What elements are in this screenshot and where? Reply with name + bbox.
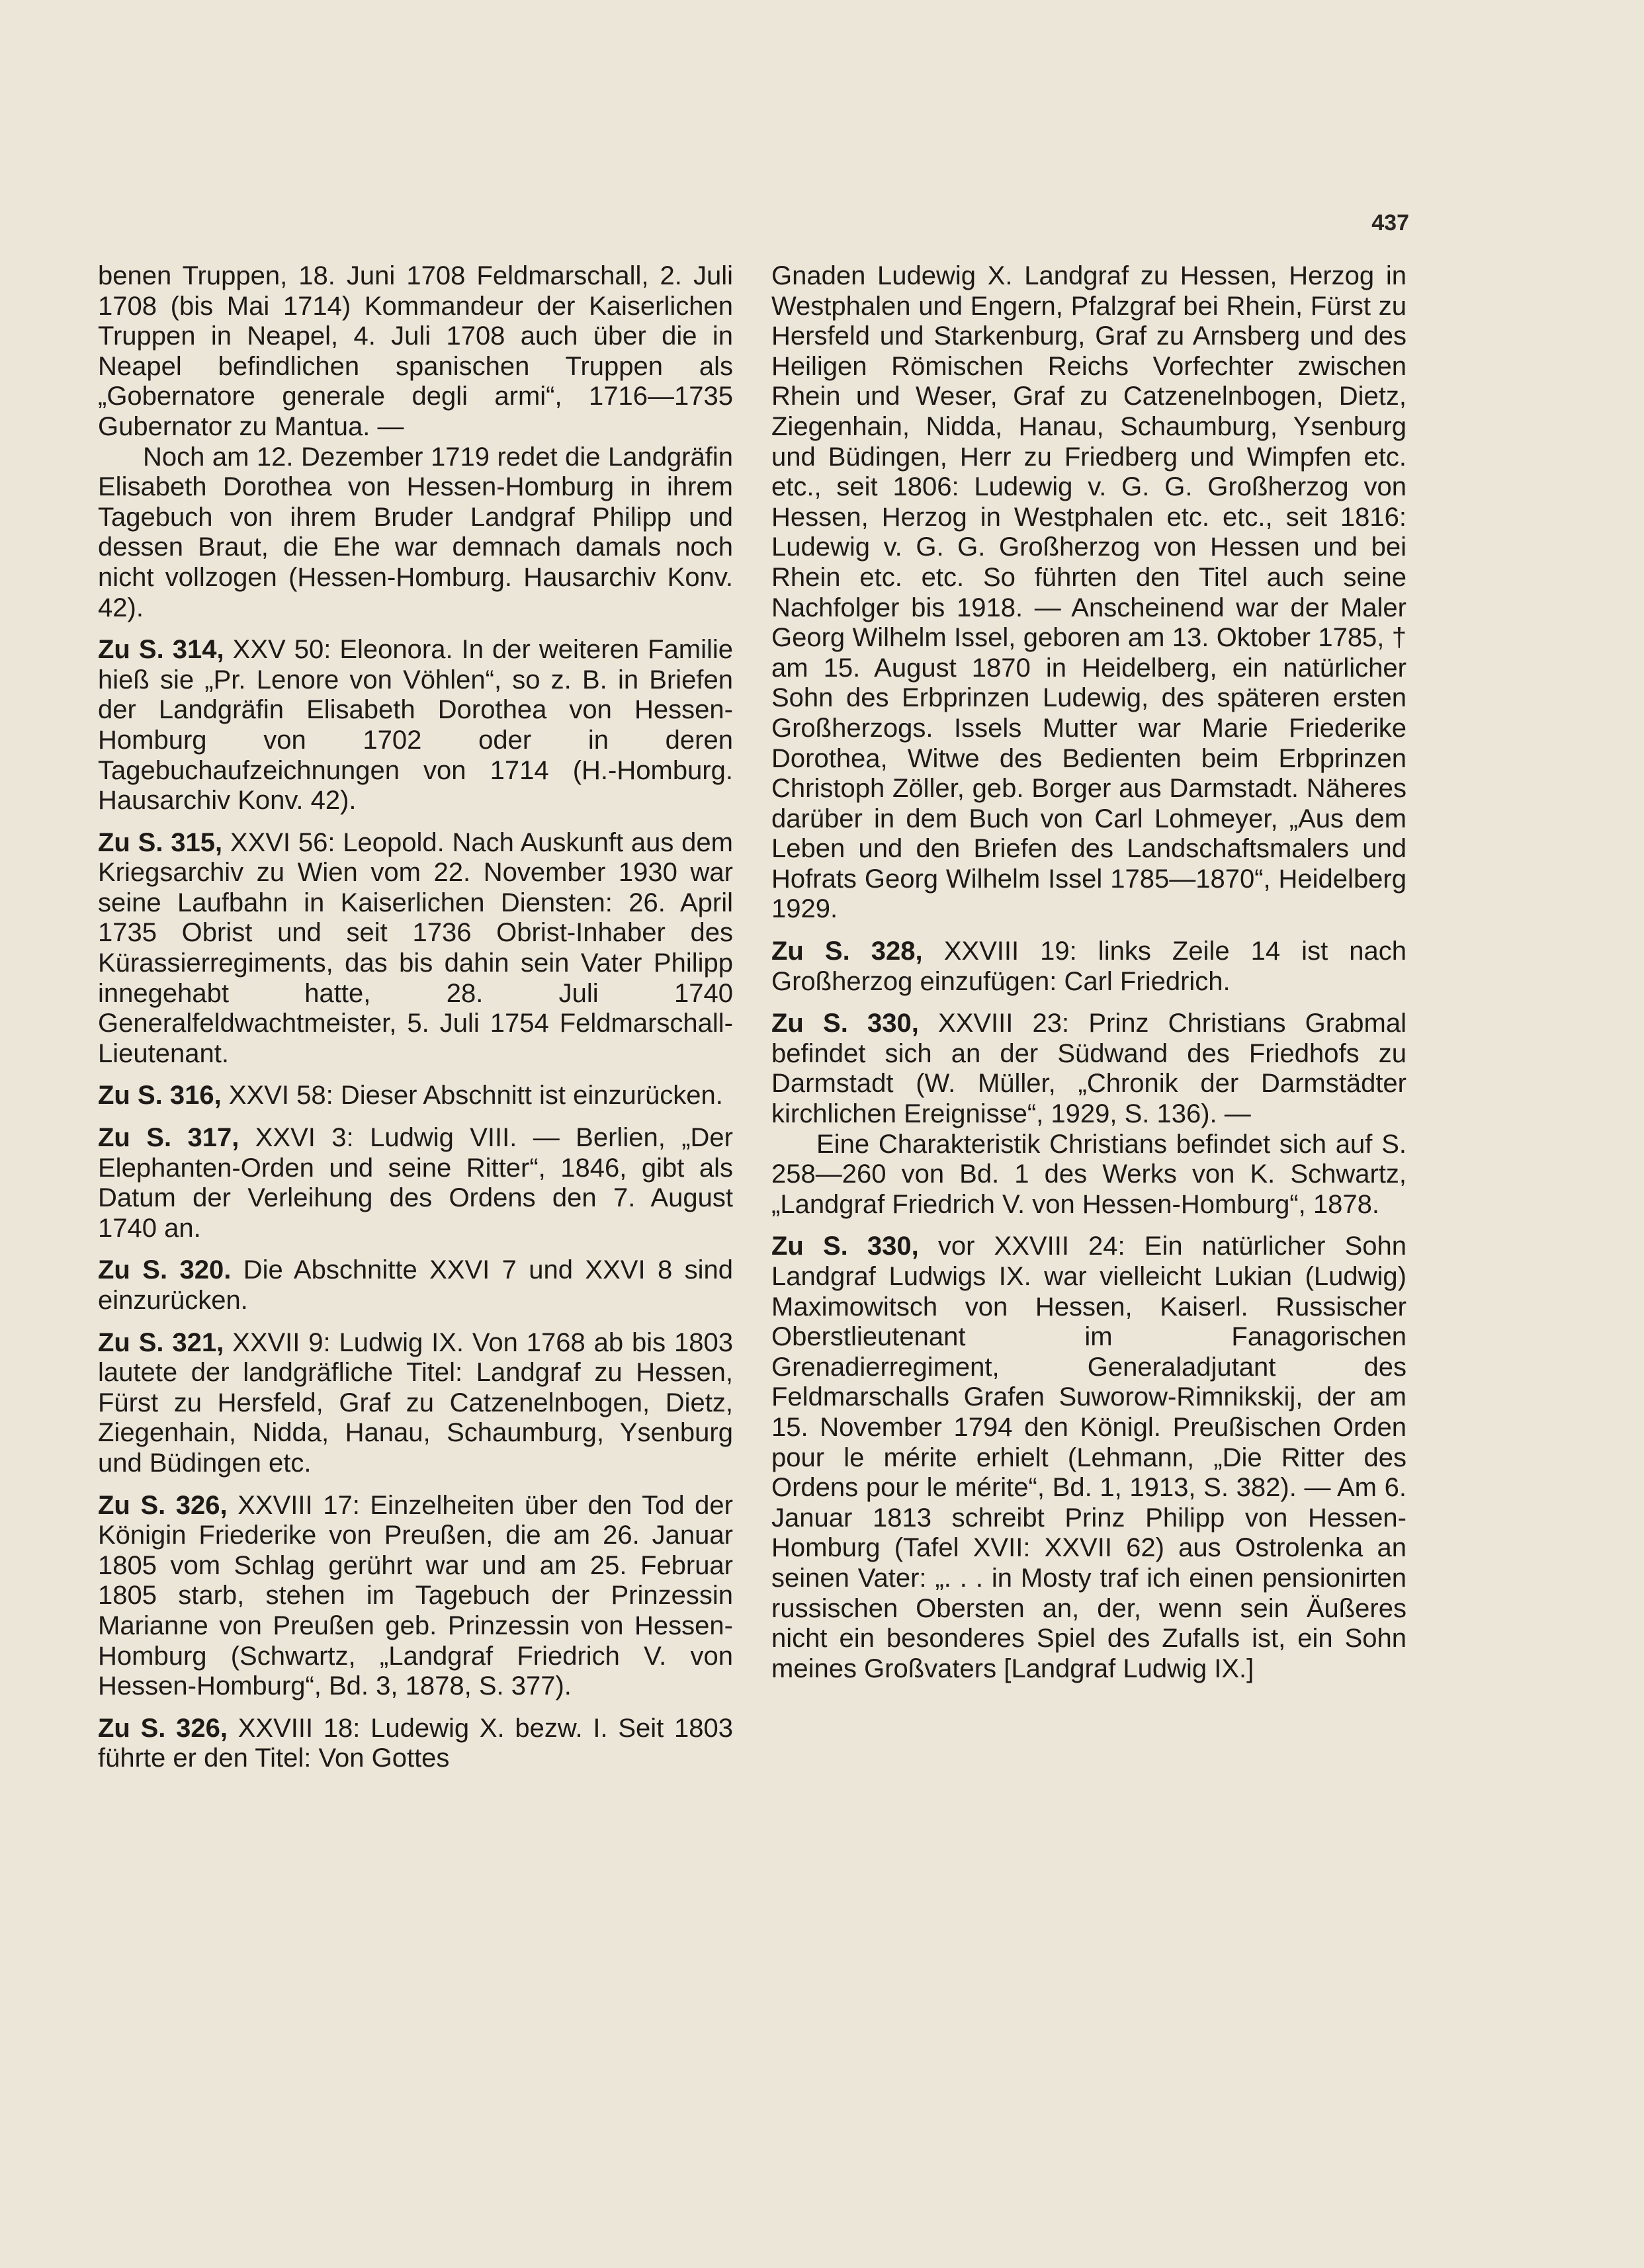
entry-zu-s-317 [98, 1123, 733, 1243]
entry-zu-s-330-b [771, 1232, 1406, 1684]
entry-text: XXVIII 19: links Zeile 14 ist nach Großherzog einzufügen: Carl Friedrich. [771, 937, 1406, 996]
page-number: 437 [1371, 210, 1409, 235]
entry-text: Die Abschnitte XXVI 7 und XXVI 8 sind einzurücken. [98, 1255, 733, 1315]
paragraph-text: Noch am 12. Dezember 1719 redet die Landgräfin Elisabeth Dorothea von Hessen-Homburg in ihrem Tagebuch von ihrem Bruder Landgraf Philipp und dessen Braut, die Ehe war demnach damals noch nicht vollzogen (Hessen-Homburg. Hausarchiv Konv. 42). [98, 442, 733, 622]
entry-reference: Zu S. 321, [98, 1327, 224, 1357]
right-column [771, 261, 1406, 1684]
entry-text: XXVI 56: Leopold. Nach Auskunft aus dem Kriegsarchiv zu Wien vom 22. November 1930 war seine Laufbahn in Kaiserlichen Diensten: 26. April 1735 Obrist und seit 1736 Obrist-Inhaber des Kürassierregiments, das bis dahin sein Vater Philipp innegehabt hatte, 28. Juli 1740 Generalfeldwachtmeister, 5. Juli 1754 Feldmarschall-Lieutenant. [98, 827, 733, 1068]
entry-zu-s-328 [771, 937, 1406, 997]
entry-reference: Zu S. 320. [98, 1255, 232, 1285]
paragraph-text: Gnaden Ludewig X. Landgraf zu Hessen, Herzog in Westphalen und Engern, Pfalzgraf bei Rhein, Fürst zu Hersfeld und Starkenburg, Graf zu Arnsberg und des Heiligen Römischen Reichs Vorfechter zwischen Rhein und Weser, Graf zu Catzenelnbogen, Dietz, Ziegenhain, Nidda, Hanau, Schaumburg, Ysenburg und Büdingen, Herr zu Friedberg und Wimpfen etc. etc., seit 1806: Ludewig v. G. G. Großherzog von Hessen, Herzog in Westphalen etc. etc., seit 1816: Ludewig v. G. G. Großherzog von Hessen und bei Rhein etc. etc. So führten den Titel auch seine Nachfolger bis 1918. — Anscheinend war der Maler Georg Wilhelm Issel, geboren am 13. Oktober 1785, † am 15. August 1870 in Heidelberg, ein natürlicher Sohn des Erbprinzen Ludewig, des späteren ersten Großherzogs. Issels Mutter war Marie Friederike Dorothea, Witwe des Bedienten beim Erbprinzen Christoph Zöller, geb. Borger aus Darmstadt. Näheres darüber in dem Buch von Carl Lohmeyer, „Aus dem Leben und den Briefen des Landschaftsmalers und Hofrats Georg Wilhelm Issel 1785—1870“, Heidelberg 1929. [771, 261, 1406, 924]
entry-text: XXVI 3: Ludwig VIII. — Berlien, „Der Elephanten-Orden und seine Ritter“, 1846, gibt als Datum der Verleihung des Ordens den 7. August 1740 an. [98, 1123, 733, 1243]
entry-reference: Zu S. 326, [98, 1713, 228, 1743]
left-column [98, 261, 733, 1774]
entry-text: XXVIII 23: Prinz Christians Grabmal befindet sich an der Südwand des Friedhofs zu Darmstadt (W. Müller, „Chronik der Darmstädter kirchlichen Ereignisse“, 1929, S. 136). — [771, 1009, 1406, 1129]
entry-text: vor XXVIII 24: Ein natürlicher Sohn Landgraf Ludwigs IX. war vielleicht Lukian (Ludwig) Maximowitsch von Hessen, Kaiserl. Russischer Oberstlieutenant im Fanagorischen Grenadierregiment, Generaladjutant des Feldmarschalls Grafen Suworow-Rimnikskij, der am 15. November 1794 den Königl. Preußischen Orden pour le mérite erhielt (Lehmann, „Die Ritter des Ordens pour le mérite“, Bd. 1, 1913, S. 382). — Am 6. Januar 1813 schreibt Prinz Philipp von Hessen-Homburg (Tafel XVII: XXVII 62) aus Ostrolenka an seinen Vater: „. . . in Mosty traf ich einen pensionirten russischen Obersten an, der, wenn sein Äußeres nicht ein besonderes Spiel des Zufalls ist, ein Sohn meines Großvaters [Landgraf Ludwig IX.] [771, 1232, 1406, 1683]
entry-reference: Zu S. 328, [771, 937, 923, 966]
entry-zu-s-330-a [771, 1009, 1406, 1129]
paragraph [771, 261, 1406, 925]
entry-reference: Zu S. 315, [98, 827, 223, 857]
entry-reference: Zu S. 330, [771, 1232, 919, 1261]
entry-zu-s-314 [98, 635, 733, 816]
paragraph [771, 1130, 1406, 1220]
entry-reference: Zu S. 317, [98, 1123, 239, 1153]
entry-zu-s-320 [98, 1255, 733, 1316]
entry-zu-s-315 [98, 828, 733, 1070]
entry-reference: Zu S. 314, [98, 635, 224, 665]
entry-text: XXVI 58: Dieser Abschnitt ist einzurücken. [228, 1081, 723, 1111]
entry-zu-s-316 [98, 1081, 733, 1111]
entry-zu-s-326-b [98, 1714, 733, 1774]
paragraph [98, 261, 733, 442]
entry-reference: Zu S. 326, [98, 1490, 228, 1520]
paragraph [98, 442, 733, 624]
entry-zu-s-326-a [98, 1491, 733, 1702]
paragraph-text: benen Truppen, 18. Juni 1708 Feldmarschall, 2. Juli 1708 (bis Mai 1714) Kommandeur der Kaiserlichen Truppen in Neapel, 4. Juli 1708 auch über die in Neapel befindlichen spanischen Truppen als „Gobernatore generale degli armi“, 1716—1735 Gubernator zu Mantua. — [98, 261, 733, 441]
entry-text: XXVIII 17: Einzelheiten über den Tod der Königin Friederike von Preußen, die am 26. Januar 1805 vom Schlag gerührt war und am 25. Februar 1805 starb, stehen im Tagebuch der Prinzessin Marianne von Preußen geb. Prinzessin von Hessen-Homburg (Schwartz, „Landgraf Friedrich V. von Hessen-Homburg“, Bd. 3, 1878, S. 377). [98, 1490, 733, 1701]
entry-text: XXVIII 18: Ludewig X. bezw. I. Seit 1803 führte er den Titel: Von Gottes [98, 1713, 733, 1773]
entry-reference: Zu S. 330, [771, 1009, 919, 1038]
entry-zu-s-321 [98, 1328, 733, 1479]
paragraph-text: Eine Charakteristik Christians befindet sich auf S. 258—260 von Bd. 1 des Werks von K. Schwartz, „Landgraf Friedrich V. von Hessen-Homburg“, 1878. [771, 1129, 1406, 1219]
entry-text: XXV 50: Eleonora. In der weiteren Familie hieß sie „Pr. Lenore von Vöhlen“, so z. B. in Briefen der Landgräfin Elisabeth Dorothea von Hessen-Homburg von 1702 oder in deren Tagebuchaufzeichnungen von 1714 (H.-Homburg. Hausarchiv Konv. 42). [98, 635, 733, 816]
entry-reference: Zu S. 316, [98, 1081, 222, 1111]
entry-text: XXVII 9: Ludwig IX. Von 1768 ab bis 1803 lautete der landgräfliche Titel: Landgraf zu Hessen, Fürst zu Hersfeld, Graf zu Catzenelnbogen, Dietz, Ziegenhain, Nidda, Hanau, Schaumburg, Ysenburg und Büdingen etc. [98, 1327, 733, 1478]
